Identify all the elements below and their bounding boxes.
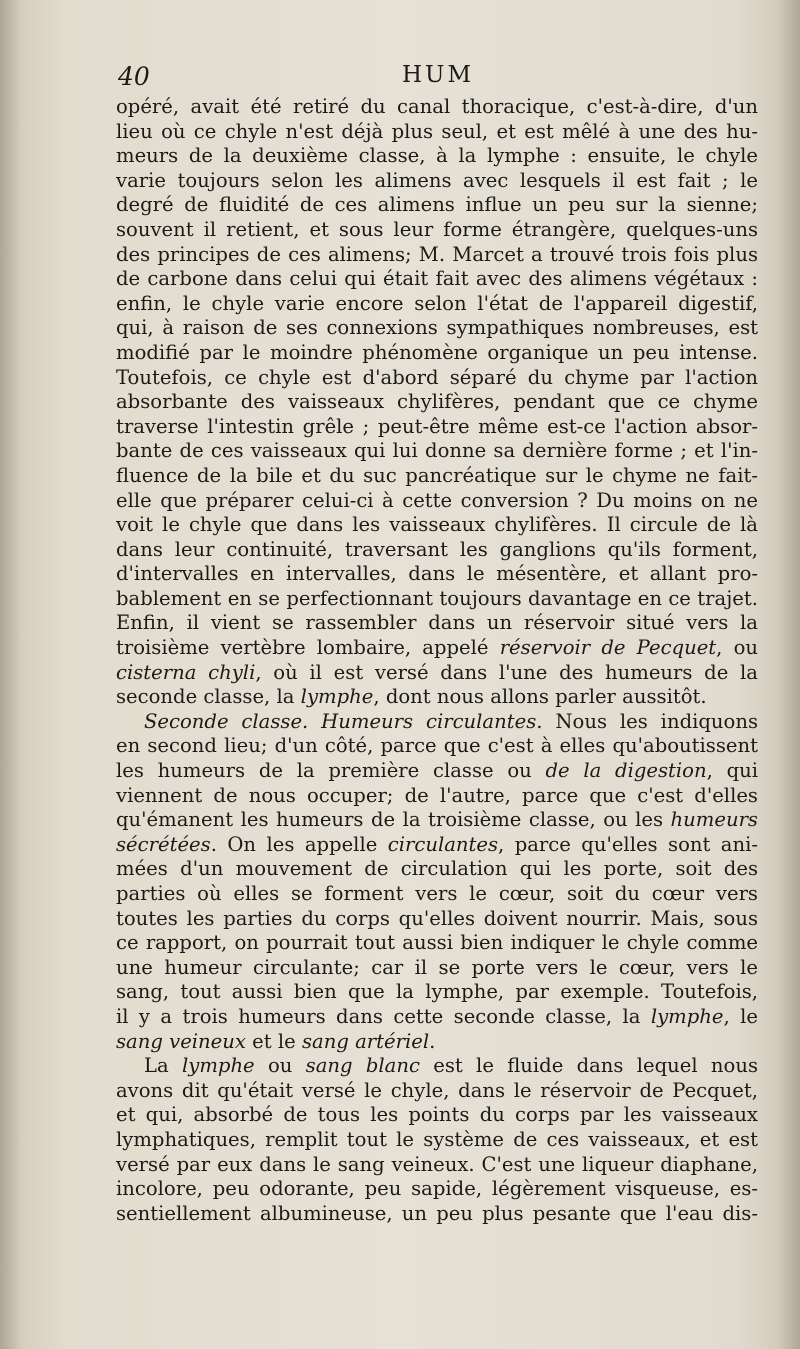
- page-edge-shadow-left: [0, 0, 22, 1349]
- page-number: 40: [118, 62, 150, 91]
- text-line: il y a trois humeurs dans cette seconde classe, la lymphe, le: [116, 1004, 758, 1028]
- text-line: avons dit qu'était versé le chyle, dans le réservoir de Pecquet,: [116, 1078, 758, 1102]
- text-line: bablement en se perfectionnant toujours davantage en ce trajet.: [116, 586, 758, 610]
- text-line: La lymphe ou sang blanc est le fluide dans lequel nous: [144, 1054, 759, 1078]
- text-line: bante de ces vaisseaux qui lui donne sa dernière forme ; et l'in-: [116, 439, 758, 463]
- text-line: parties où elles se forment vers le cœur, soit du cœur vers: [116, 882, 758, 905]
- text-line: sécrétées. On les appelle circulantes, parce qu'elles sont ani-: [116, 832, 758, 856]
- text-line: sang veineux et le sang artériel.: [116, 1029, 436, 1053]
- page-edge-shadow-right: [778, 0, 800, 1349]
- text-line: modifié par le moindre phénomène organique un peu intense.: [116, 340, 758, 364]
- text-line: lymphatiques, remplit tout le système de ces vaisseaux, et est: [116, 1127, 758, 1151]
- text-line: et qui, absorbé de tous les points du corps par les vaisseaux: [116, 1103, 758, 1127]
- text-line: d'intervalles en intervalles, dans le mésentère, et allant pro-: [116, 562, 758, 586]
- body-text: [116, 95, 758, 1226]
- text-line: seconde classe, la lymphe, dont nous allons parler aussitôt.: [116, 685, 707, 709]
- text-line: voit le chyle que dans les vaisseaux chylifères. Il circule de là: [116, 513, 758, 537]
- text-line: troisième vertèbre lombaire, appelé réservoir de Pecquet, ou: [116, 636, 758, 660]
- text-line: absorbante des vaisseaux chylifères, pendant que ce chyme: [116, 390, 758, 414]
- text-line: cisterna chyli, où il est versé dans l'une des humeurs de la: [116, 660, 758, 684]
- text-line: qu'émanent les humeurs de la troisième classe, ou les humeurs: [116, 808, 758, 832]
- text-line: fluence de la bile et du suc pancréatique sur le chyme ne fait-: [116, 463, 758, 487]
- text-line: toutes les parties du corps qu'elles doivent nourrir. Mais, sous: [116, 906, 758, 930]
- text-line: viennent de nous occuper; de l'autre, parce que c'est d'elles: [116, 783, 758, 807]
- text-line: enfin, le chyle varie encore selon l'état de l'appareil digestif,: [116, 291, 758, 315]
- text-line: mées d'un mouvement de circulation qui les porte, soit des: [116, 857, 758, 881]
- text-line: ce rapport, on pourrait tout aussi bien indiquer le chyle comme: [116, 931, 758, 955]
- text-line: lieu où ce chyle n'est déjà plus seul, et est mêlé à une des hu-: [116, 119, 758, 143]
- text-line: dans leur continuité, traversant les ganglions qu'ils forment,: [116, 537, 758, 561]
- text-line: traverse l'intestin grêle ; peut-être même est-ce l'action absor-: [116, 414, 758, 438]
- text-line: elle que préparer celui-ci à cette conversion ? Du moins on ne: [116, 488, 758, 512]
- text-line: incolore, peu odorante, peu sapide, légèrement visqueuse, es-: [116, 1177, 758, 1201]
- text-line: sang, tout aussi bien que la lymphe, par exemple. Toutefois,: [116, 980, 758, 1004]
- text-line: en second lieu; d'un côté, parce que c'est à elles qu'aboutissent: [116, 734, 758, 758]
- text-line: degré de fluidité de ces alimens influe un peu sur la sienne;: [116, 193, 758, 217]
- page-header: [118, 62, 758, 94]
- text-line: les humeurs de la première classe ou de la digestion, qui: [116, 759, 758, 783]
- text-line: des principes de ces alimens; M. Marcet a trouvé trois fois plus: [116, 242, 758, 266]
- text-line: de carbone dans celui qui était fait avec des alimens végétaux :: [116, 267, 758, 291]
- text-line: varie toujours selon les alimens avec lesquels il est fait ; le: [116, 168, 758, 192]
- text-line: Seconde classe. Humeurs circulantes. Nous les indiquons: [144, 709, 759, 733]
- text-line: sentiellement albumineuse, un peu plus pesante que l'eau dis-: [116, 1201, 758, 1225]
- text-line: opéré, avait été retiré du canal thoracique, c'est-à-dire, d'un: [116, 95, 758, 118]
- text-line: meurs de la deuxième classe, à la lymphe : ensuite, le chyle: [116, 144, 758, 168]
- text-line: Toutefois, ce chyle est d'abord séparé du chyme par l'action: [116, 365, 758, 389]
- text-line: une humeur circulante; car il se porte vers le cœur, vers le: [116, 955, 758, 979]
- text-line: souvent il retient, et sous leur forme étrangère, quelques-uns: [116, 217, 758, 241]
- running-head: HUM: [402, 62, 474, 88]
- text-line: versé par eux dans le sang veineux. C'est une liqueur diaphane,: [116, 1152, 758, 1176]
- text-line: Enfin, il vient se rassembler dans un réservoir situé vers la: [116, 611, 758, 635]
- text-line: qui, à raison de ses connexions sympathiques nombreuses, est: [116, 316, 758, 340]
